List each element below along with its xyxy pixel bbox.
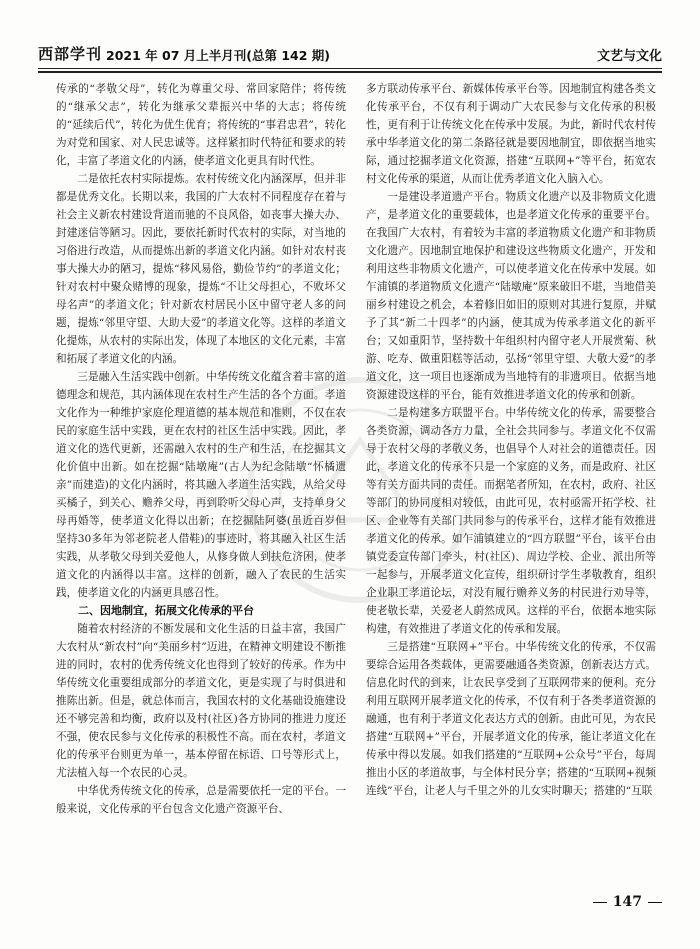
body-paragraph: 中华优秀传统文化的传承，总是需要依托一定的平台。一般来说，文化传承的平台包含文化遗产资源平台、 <box>56 785 346 815</box>
footer-dash-right <box>648 902 662 903</box>
header-rule-thin <box>38 68 662 69</box>
right-column <box>366 80 656 880</box>
body-paragraph: 三是融入生活实践中创新。中华传统文化蕴含着丰富的道德理念和规范，其内涵体现在农村生产生活的各个方面。孝道文化作为一种维护家庭伦理道德的基本规范和准则，不仅在农民的家庭生活中实践，更在农村的社区生活中实践。因此，孝道文化的选代更新，还需融入农村的生产和生活，在挖掘其文化价值中出新。如在挖掘“陆墩庵”(古人为纪念陆墩“怀橘遗亲”而建造)的文化内涵时，将其融入孝道生活实践，从给父母买橘子，到关心、赡养父母，再到聆听父母心声，支持单身父母再婚等，使孝道文化得以出新；在挖掘陆阿婆(虽近百岁但坚持30多年为邻老院老人借鞋)的事迹时，将其融入社区生活实践，从孝敬父母到关爱他人，从修身做人到扶危济困，使孝道文化的内涵得以丰富。这样的创新，融入了农民的生活实践，使孝道文化的内涵更具感召性。 <box>56 371 346 599</box>
footer-dash-left <box>593 902 607 903</box>
page-footer <box>593 894 662 910</box>
running-header <box>38 40 662 64</box>
body-paragraph: 三是搭建“互联网+”平台。中华传统文化的传承，不仅需要综合运用各类载体，更需要融通各类资源，创新表达方式。信息化时代的到来，让农民享受到了互联网带来的便利。充分利用互联网开展孝道文化的传承，不仅有利于各类孝道资源的融通，也有利于孝道文化表达方式的创新。由此可见，为农民搭建“互联网+”平台，开展孝道文化的传承，能让孝道文化在传承中得以发展。如我们搭建的“互联网+公众号”平台，每周推出小区的孝道故事，与全体村民分享；搭建的“互联网+视频连线”平台，让老人与千里之外的儿女实时聊天；搭建的“互联 <box>366 641 656 797</box>
header-rule-thick <box>38 71 662 73</box>
header-left <box>38 43 330 64</box>
body-paragraph: 多方联动传承平台、新媒体传承平台等。因地制宜构建各类文化传承平台，不仅有利于调动广大农民参与文化传承的积极性，更有利于让传统文化在传承中发展。为此，新时代农村传承中华孝道文化的第二条路径就是要因地制宜，即依据当地实际，通过挖掘孝道文化资源，搭建“互联网+”等平台，拓宽农村文化传承的渠道，从而让优秀孝道文化入脑入心。 <box>366 83 656 185</box>
journal-logo: 西部学刊 <box>38 45 103 63</box>
article-body <box>56 80 656 880</box>
body-paragraph: 二是依托农村实际提炼。农村传统文化内涵深厚，但并非都是优秀文化。长期以来，我国的广大农村不同程度存在着与社会主义新农村建设背道而驰的不良风俗，如丧事大操大办、封建迷信等陋习。因此，要依托新时代农村的实际，对当地的习俗进行改造，从而提炼出新的孝道文化内涵。如针对农村丧事大操大办的陋习，提炼“移风易俗，勤俭节约”的孝道文化；针对农村中聚众赌博的现象，提炼“不让父母担心，不败坏父母名声”的孝道文化；针对新农村居民小区中留守老人多的问题，提炼“邻里守望、大助大爱”的孝道文化等。这样的孝道文化提炼，从农村的实际出发，体现了本地区的文化元素，丰富和拓展了孝道文化的内涵。 <box>56 173 346 365</box>
section-name: 文艺与文化 <box>596 49 662 64</box>
body-paragraph: 二是构建多方联盟平台。中华传统文化的传承，需要整合各类资源，调动各方力量，全社会共同参与。孝道文化不仅需导于农村父母的孝敬义务，也倡导个人对社会的道德责任。因此，孝道文化的传承不只是一个家庭的义务，而是政府、社区等有关方面共同的责任。而据笔者所知，在农村，政府、社区等部门的协同度相对较低，由此可见，农村亟需开拓学校、社区、企业等有关部门共同参与的传承平台，这样才能有效推进孝道文化的传承。如乍浦镇建立的“四方联盟”平台，该平台由镇党委宣传部门牵头，村(社区)、周边学校、企业、派出所等一起参与，开展孝道文化宣传，组织研讨学生孝敬教育，组织企业职工孝道论坛，对没有履行赡养义务的村民进行劝导等，使老敬长辈，关爱老人蔚然成风。这样的平台，依据本地实际构建，有效推进了孝道文化的传承和发展。 <box>366 407 656 635</box>
body-paragraph: 传承的“孝敬父母”，转化为尊重父母、常回家陪伴；将传统的“继承父志”，转化为继承父辈振兴中华的大志；将传统的“延续后代”，转化为优生优育；将传统的“事君忠君”，转化为对党和国家、对人民忠诚等。这样紧扣时代特征和要求的转化，丰富了孝道文化的内涵，使孝道文化更具有时代性。 <box>56 83 346 167</box>
left-column <box>56 80 346 880</box>
section-heading: 二、因地制宜，拓展文化传承的平台 <box>78 604 254 617</box>
body-paragraph: 随着农村经济的不断发展和文化生活的日益丰富，我国广大农村从“新农村”向“美丽乡村”迈进，在精神文明建设不断推进的同时，农村的优秀传统文化也得到了较好的传承。作为中华传统文化重要组成部分的孝道文化，更是实现了与时俱进和推陈出新。但是，就总体而言，我国农村的文化基础设施建设还不够完善和均衡，政府以及村(社区)各方协同的推进力度还不强，使农民参与文化传承的积极性不高。而在农村，孝道文化的传承平台则更为单一，基本停留在标语、口号等形式上，尤法植入每一个农民的心灵。 <box>56 623 346 779</box>
body-paragraph: 一是建设孝道遗产平台。物质文化遗产以及非物质文化遗产，是孝道文化的重要载体，也是孝道文化传承的重要平台。在我国广大农村，有着较为丰富的孝道物质文化遗产和非物质文化遗产。因地制宜地保护和建设这些物质文化遗产，开发和利用这些非物质文化遗产，可以使孝道文化在传承中发展。如乍浦镇的孝道物质文化遗产“陆墩庵”原来破旧不堪，当地借美丽乡村建设之机会，本着修旧如旧的原则对其进行复原，并赋予了其“新二十四孝”的内涵，使其成为传承孝道文化的新平台；又如重阳节，坚持数十年组织村内留守老人开展赏菊、秋游、吃寿、做重阳糕等活动，弘扬“邻里守望、大敬大爱”的孝道文化，这一项目也逐渐成为当地特有的非遗项目。依据当地资源建设这样的平台，能有效推进孝道文化的传承和创新。 <box>366 191 656 401</box>
issue-info: 2021 年 07 月上半月刊(总第 142 期) <box>106 48 330 63</box>
page-number: 147 <box>612 894 642 910</box>
